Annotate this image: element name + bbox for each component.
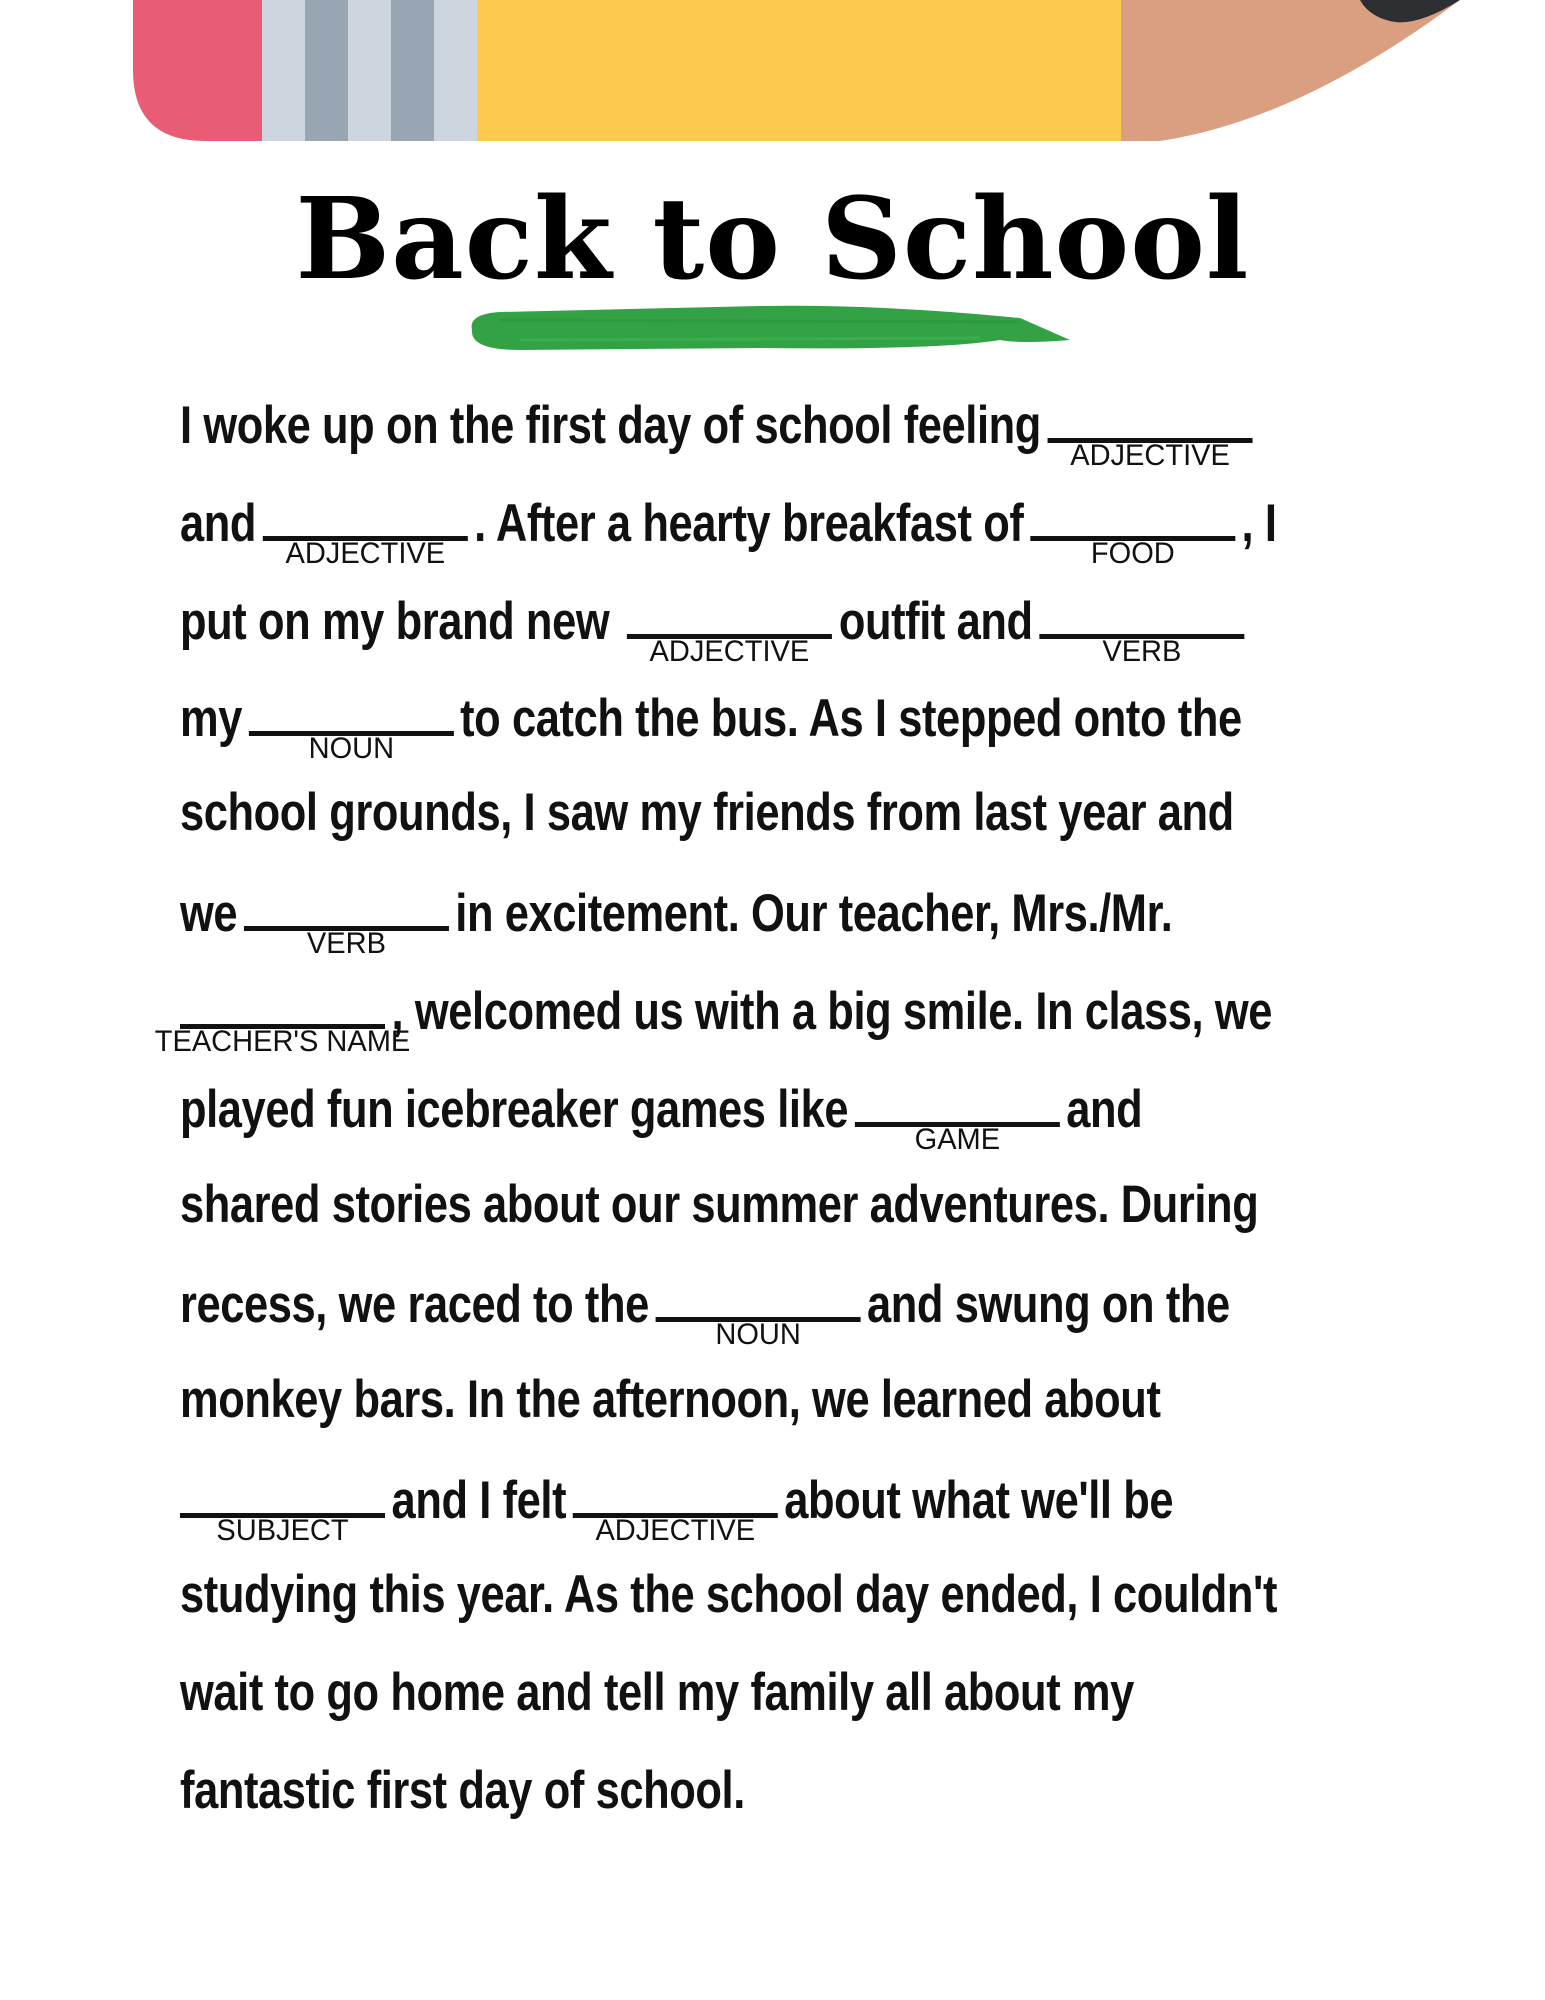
blank-adjective[interactable] <box>263 488 468 570</box>
blank-label: TEACHER'S NAME <box>154 1025 411 1058</box>
blank-label: ADJECTIVE <box>649 635 810 668</box>
pencil-icon <box>0 0 1545 145</box>
blank-label: ADJECTIVE <box>595 1514 756 1547</box>
pencil-ferrule-band-5 <box>434 0 477 141</box>
story-line: we VERB in excitement. Our teacher, Mrs./Mr. <box>180 878 1172 947</box>
blank-noun[interactable] <box>249 683 454 765</box>
blank-adjective[interactable] <box>627 586 832 668</box>
story-line: put on my brand new ADJECTIVE outfit and VERB <box>180 586 1251 655</box>
story-line: wait to go home and tell my family all about my <box>180 1663 1134 1722</box>
blank-verb[interactable] <box>1039 586 1244 668</box>
blank-food[interactable] <box>1030 488 1235 570</box>
blank-verb[interactable] <box>244 878 449 960</box>
blank-adjective[interactable] <box>1047 390 1252 472</box>
blank-label: VERB <box>1102 635 1182 668</box>
pencil-ferrule-band-4 <box>391 0 434 141</box>
pencil-ferrule-band-2 <box>305 0 348 141</box>
brush-stroke-icon <box>460 300 1080 360</box>
blank-teacher-name[interactable] <box>154 976 411 1058</box>
blank-subject[interactable] <box>180 1465 385 1547</box>
story-line: played fun icebreaker games like GAME and <box>180 1074 1142 1143</box>
story-line: recess, we raced to the NOUN and swung on the <box>180 1269 1230 1338</box>
story-line: my NOUN to catch the bus. As I stepped onto the <box>180 683 1242 752</box>
page-title: Back to School <box>295 174 1250 305</box>
pencil-eraser <box>133 0 262 141</box>
story-line: I woke up on the first day of school feeling ADJECTIVE <box>180 390 1259 459</box>
story-line: fantastic first day of school. <box>180 1761 745 1820</box>
blank-noun[interactable] <box>655 1269 860 1351</box>
blank-game[interactable] <box>855 1074 1060 1156</box>
story-line: TEACHER'S NAME , welcomed us with a big smile. In class, we <box>180 976 1272 1045</box>
blank-label: GAME <box>914 1123 1000 1156</box>
story-line: and ADJECTIVE . After a hearty breakfast of FOOD , I <box>180 488 1277 557</box>
blank-adjective[interactable] <box>573 1465 778 1547</box>
pencil-ferrule-band-3 <box>348 0 391 141</box>
pencil-body <box>477 0 1121 141</box>
blank-label: FOOD <box>1090 537 1175 570</box>
story-line: SUBJECT and I felt ADJECTIVE about what we'll be <box>180 1465 1173 1534</box>
blank-label: VERB <box>306 927 386 960</box>
blank-label: ADJECTIVE <box>285 537 445 570</box>
blank-label: ADJECTIVE <box>1070 439 1230 472</box>
story-line: shared stories about our summer adventures. During <box>180 1175 1259 1234</box>
blank-label: SUBJECT <box>216 1514 349 1547</box>
story-line: school grounds, I saw my friends from last year and <box>180 783 1234 842</box>
pencil-ferrule-band-1 <box>262 0 305 141</box>
blank-label: NOUN <box>308 732 394 765</box>
blank-label: NOUN <box>715 1318 801 1351</box>
story-line: monkey bars. In the afternoon, we learned about <box>180 1370 1161 1429</box>
story-line: studying this year. As the school day ended, I couldn't <box>180 1565 1278 1624</box>
